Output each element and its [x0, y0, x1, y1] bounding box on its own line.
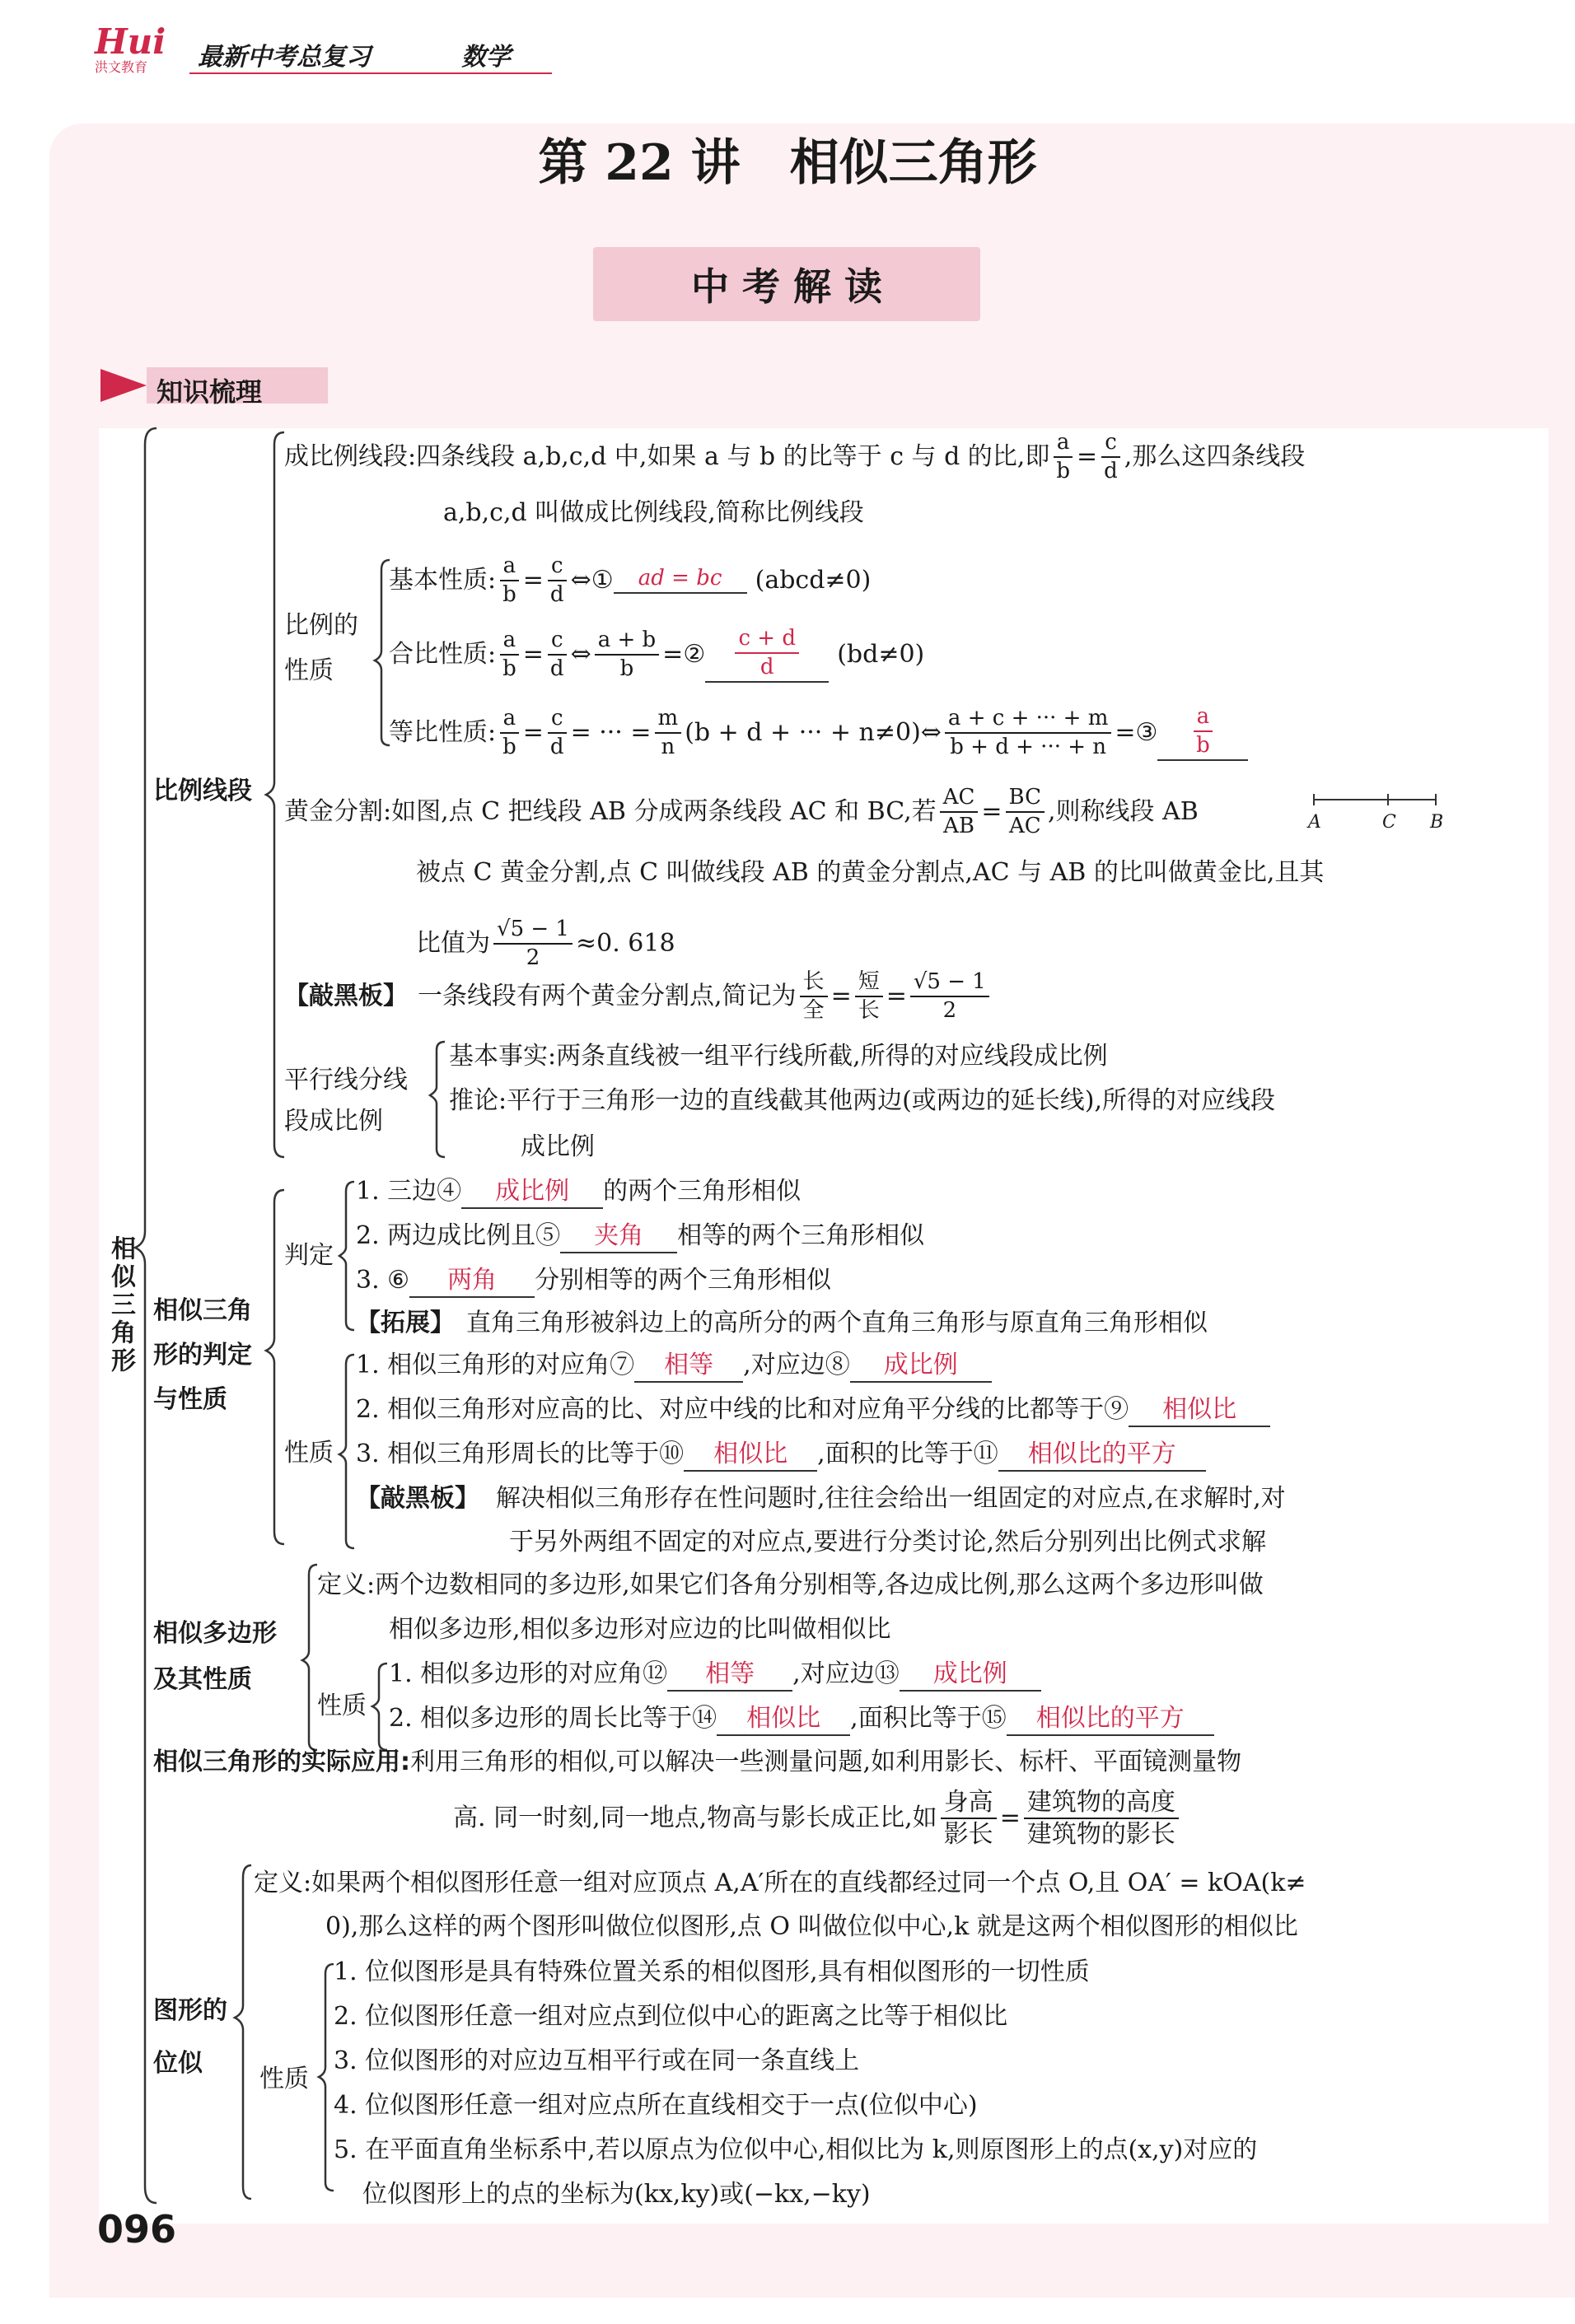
frac-num: a	[500, 707, 520, 734]
judge-1-post: 的两个三角形相似	[603, 1177, 802, 1206]
sim-tri-label	[153, 1289, 252, 1422]
golden-line1: 黄金分割:如图,点 C 把线段 AB 分成两条线段 AC 和 BC,若 $\frac{AC}{AB}$ = $\frac{BC}{AC}$ ,则称线段 AB	[284, 784, 1199, 838]
frac-den: d	[549, 735, 564, 759]
golden-frac-ac-ab	[940, 786, 979, 838]
sim-prop-3-pre: 3. 相似三角形周长的比等于⑩	[356, 1440, 685, 1468]
ratio-def-frac-cd	[1101, 431, 1121, 483]
frac-den: n	[661, 735, 675, 759]
answer-11: 相似比的平方	[998, 1442, 1206, 1472]
answer-13: 成比例	[900, 1662, 1041, 1692]
combine-condition: (bd≠0)	[837, 640, 925, 669]
sim-tip-2: 于另外两组不固定的对应点,要进行分类讨论,然后分别列出比例式求解	[509, 1528, 1267, 1556]
section-banner-text: 中 考 解 读	[690, 264, 883, 309]
header-series: 最新中考总复习	[198, 43, 371, 72]
brace-ratio	[266, 432, 284, 1157]
polygon-prop-label: 性质	[317, 1692, 367, 1720]
sim-tri-label-3: 与性质	[153, 1385, 227, 1414]
polygon-prop-1	[389, 1659, 1041, 1692]
frac-a-b	[499, 554, 520, 606]
brace-judge	[339, 1182, 354, 1330]
golden-text-2: ,则称线段 AB	[1048, 796, 1199, 826]
tip-frac-1	[800, 970, 828, 1022]
point-b: B	[1430, 812, 1444, 833]
sim-tip-tag: 【敲黑板】	[356, 1484, 479, 1513]
homothety-prop-5a: 5. 在平面直角坐标系中,若以原点为位似中心,相似比为 k,则原图形上的点(x,y)对应的	[334, 2135, 1258, 2164]
brace-ratio-props	[375, 560, 390, 745]
answer-7: 相等	[634, 1353, 743, 1383]
polygon-prop-2	[389, 1706, 1214, 1736]
polygon-prop-2-pre: 2. 相似多边形的周长比等于⑭	[389, 1704, 717, 1733]
frac-den: d	[759, 655, 774, 679]
frac-num: c	[1101, 431, 1120, 458]
judge-2-pre: 2. 两边成比例且⑤	[356, 1221, 561, 1250]
basic-property: 基本性质: $\frac{a}{b}$ = $\frac{c}{d}$ ⇔ ① ad = bc (abcd≠0)	[389, 553, 872, 607]
sim-tip	[356, 1486, 1286, 1511]
frac-m-n	[655, 707, 682, 758]
answer-2-wrap	[705, 627, 829, 682]
polygon-def-2: 相似多边形,相似多边形对应边的比叫做相似比	[389, 1615, 891, 1644]
polygon-prop-2-mid: ,面积比等于⑮	[850, 1704, 1007, 1733]
golden-line2: 被点 C 黄金分割,点 C 叫做线段 AB 的黄金分割点,AC 与 AB 的比叫做黄金比,且其	[416, 858, 1325, 887]
homothety-def-2: 0),那么这样的两个图形叫做位似图形,点 O 叫做位似中心,k 就是这两个相似图形的相似比	[325, 1912, 1298, 1941]
answer-12: 相等	[667, 1662, 792, 1692]
frac-c-d	[547, 628, 568, 680]
frac-den: 建筑物的影长	[1026, 1820, 1175, 1849]
application-label: 相似三角形的实际应用:	[153, 1748, 410, 1776]
answer-15: 相似比的平方	[1007, 1706, 1214, 1736]
answer-5: 夹角	[560, 1224, 677, 1253]
homothety-prop-2: 2. 位似图形任意一组对应点到位似中心的距离之比等于相似比	[334, 2002, 1008, 2031]
frac-den: b	[502, 735, 516, 759]
parallel-corollary-2: 成比例	[521, 1132, 595, 1161]
answer-6: 两角	[409, 1268, 535, 1298]
judge-3-post: 分别相等的两个三角形相似	[535, 1266, 832, 1295]
polygon-label	[153, 1611, 277, 1703]
blank-number-3: ③	[1135, 718, 1158, 747]
equal-condition: (b + d + ··· + n≠0)⇔	[685, 718, 942, 747]
golden-frac-bc-ac	[1006, 786, 1045, 838]
answer-9: 相似比	[1129, 1398, 1270, 1427]
homothety-label-2: 位似	[153, 2049, 203, 2078]
basic-condition: (abcd≠0)	[755, 566, 872, 595]
answer-3-wrap	[1157, 705, 1248, 760]
root-label: 相似三角形	[106, 1235, 135, 1375]
frac-sum	[945, 707, 1111, 758]
brace-homo-props	[319, 1964, 334, 2191]
frac-den: 2	[942, 997, 957, 1023]
point-c: C	[1382, 812, 1396, 833]
brace-sim-props	[339, 1355, 354, 1548]
logo-mark: Hui	[95, 21, 166, 62]
sim-tip-1: 解决相似三角形存在性问题时,往往会给出一组固定的对应点,在求解时,对	[496, 1484, 1286, 1513]
combine-property: 合比性质: $\frac{a}{b}$ = $\frac{c}{d}$ ⇔ $\frac{a + b}{b}$ = ② $\frac{c + d}{d}$ (bd≠0)	[389, 626, 925, 681]
answer-4: 成比例	[461, 1179, 603, 1209]
ratio-label: 比例线段	[153, 777, 252, 805]
frac-den: b	[502, 582, 516, 607]
ratio-def-line2: a,b,c,d 叫做成比例线段,简称比例线段	[443, 498, 864, 527]
frac-den: b	[619, 656, 634, 681]
sim-tri-label-1: 相似三角	[153, 1296, 252, 1325]
ratio-def-text: 成比例线段:四条线段 a,b,c,d 中,如果 a 与 b 的比等于 c 与 d 的比,即	[284, 442, 1050, 471]
header-subject: 数学	[461, 43, 511, 72]
judge-1	[356, 1179, 801, 1209]
sim-prop-1	[356, 1353, 992, 1383]
frac-num: a	[1194, 705, 1213, 732]
judge-2	[356, 1221, 925, 1253]
homothety-prop-3: 3. 位似图形的对应边互相平行或在同一条直线上	[334, 2046, 860, 2075]
judge-label: 判定	[284, 1241, 334, 1270]
segment-figure	[1308, 791, 1444, 840]
polygon-label-1: 相似多边形	[153, 1619, 277, 1648]
extension-tag: 【拓展】	[356, 1309, 455, 1337]
golden-tip: 【敲黑板】 一条线段有两个黄金分割点,简记为 $\frac{\text{长}}{\text{全}}$ = $\frac{\text{短}}{\text{长}}$ = $\frac{√5 - 1}{2}$	[284, 965, 993, 1027]
frac-num: c	[548, 628, 567, 656]
frac-den: d	[549, 656, 564, 681]
homothety-def-1: 定义:如果两个相似图形任意一组对应顶点 A,A′所在的直线都经过同一个点 O,且 OA′ = kOA(k≠	[254, 1869, 1306, 1897]
frac-num: 建筑物的高度	[1024, 1789, 1179, 1819]
frac-num: BC	[1006, 786, 1045, 813]
sim-prop-label: 性质	[284, 1439, 334, 1468]
parallel-label-1: 平行线分线	[284, 1066, 408, 1094]
frac-a-b	[499, 628, 520, 680]
brace-parallel	[430, 1042, 445, 1157]
answer-3	[1193, 705, 1213, 757]
frac-c-d	[547, 554, 568, 606]
tip-frac-3	[910, 970, 989, 1022]
brace-sim-tri	[266, 1190, 284, 1544]
extension	[356, 1311, 1208, 1336]
parallel-corollary-1: 推论:平行于三角形一边的直线截其他两边(或两边的延长线),所得的对应线段	[449, 1086, 1276, 1115]
ratio-def-line1: 成比例线段:四条线段 a,b,c,d 中,如果 a 与 b 的比等于 c 与 d 的比,即 $\frac{a}{b}$ = $\frac{c}{d}$ ,那么这四条线段	[284, 430, 1306, 483]
frac-num: c	[548, 554, 567, 581]
segment-tick-a	[1313, 794, 1315, 805]
golden-text-1: 黄金分割:如图,点 C 把线段 AB 分成两条线段 AC 和 BC,若	[284, 796, 937, 826]
segment-tick-b	[1435, 794, 1437, 805]
answer-14: 相似比	[717, 1706, 850, 1736]
equal-label: 等比性质:	[389, 718, 497, 747]
tip-tag: 【敲黑板】	[284, 981, 408, 1010]
frac-den: b + d + ··· + n	[950, 735, 1107, 759]
frac-num: m	[655, 707, 682, 734]
judge-3-pre: 3. ⑥	[356, 1266, 410, 1295]
frac-den: AC	[1008, 813, 1041, 838]
application-frac-1	[941, 1789, 997, 1848]
frac-den: 影长	[943, 1820, 993, 1849]
frac-den: d	[1104, 459, 1118, 483]
ratio-props-label-2: 性质	[284, 656, 334, 685]
answer-1: ad = bc	[614, 567, 747, 594]
polygon-prop-1-mid: ,对应边⑬	[792, 1659, 900, 1688]
golden-text-4: ≈0. 618	[575, 928, 675, 958]
frac-num: √5 − 1	[493, 917, 573, 945]
brace-polygon	[302, 1565, 317, 1750]
sim-prop-2	[356, 1395, 1270, 1427]
parallel-fact: 基本事实:两条直线被一组平行线所截,所得的对应线段成比例	[449, 1042, 1108, 1071]
point-a: A	[1308, 812, 1321, 833]
frac-num: a	[1054, 431, 1073, 458]
brace-poly-props	[372, 1664, 387, 1750]
sim-prop-3	[356, 1442, 1206, 1472]
application-text-1: 利用三角形的相似,可以解决一些测量问题,如利用影长、标杆、平面镜测量物	[410, 1748, 1242, 1776]
frac-num: c	[548, 707, 567, 734]
segment-line	[1313, 799, 1437, 800]
answer-8: 成比例	[850, 1353, 992, 1383]
parallel-label-2: 段成比例	[284, 1107, 383, 1136]
tip-text: 一条线段有两个黄金分割点,简记为	[418, 981, 797, 1010]
homothety-prop-1: 1. 位似图形是具有特殊位置关系的相似图形,具有相似图形的一切性质	[334, 1958, 1090, 1986]
homothety-prop-label: 性质	[259, 2065, 309, 2093]
frac-den: b	[1196, 733, 1210, 758]
frac-num: AC	[940, 786, 979, 813]
polygon-prop-1-pre: 1. 相似多边形的对应角⑫	[389, 1659, 668, 1688]
ratio-props-label-1: 比例的	[284, 611, 358, 640]
golden-text-3: 比值为	[416, 928, 490, 958]
frac-num: 长	[800, 970, 828, 997]
polygon-label-2: 及其性质	[153, 1665, 252, 1694]
frac-num: c + d	[735, 627, 799, 654]
golden-ratio-frac	[493, 917, 573, 969]
subsection-title: 知识梳理	[157, 376, 263, 408]
frac-den: 2	[526, 945, 540, 970]
blank-number-1: ①	[591, 566, 614, 595]
homothety-label-1: 图形的	[153, 1996, 227, 2025]
homothety-prop-5b: 位似图形上的点的坐标为(kx,ky)或(−kx,−ky)	[362, 2180, 871, 2209]
frac-num: √5 − 1	[910, 970, 989, 997]
sim-prop-2-pre: 2. 相似三角形对应高的比、对应中线的比和对应角平分线的比都等于⑨	[356, 1395, 1129, 1424]
sim-tri-label-2: 形的判定	[153, 1341, 252, 1370]
frac-c-d	[547, 707, 568, 758]
frac-num: a	[500, 628, 520, 656]
judge-1-pre: 1. 三边④	[356, 1177, 462, 1206]
frac-num: 身高	[941, 1789, 997, 1819]
brace-homothety	[235, 1865, 251, 2199]
sim-prop-3-mid: ,面积的比等于⑪	[817, 1440, 998, 1468]
frac-den: 全	[802, 997, 825, 1023]
logo-subtitle: 洪文教育	[95, 59, 148, 75]
page-title: 第 22 讲 相似三角形	[538, 134, 1037, 192]
frac-num: a + b	[595, 628, 659, 656]
extension-text: 直角三角形被斜边上的高所分的两个直角三角形与原直角三角形相似	[466, 1309, 1208, 1337]
frac-den: b	[1056, 459, 1070, 483]
application-text-2: 高. 同一时刻,同一地点,物高与影长成正比,如	[453, 1804, 937, 1832]
application-line2: 高. 同一时刻,同一地点,物高与影长成正比,如 $\frac{\text{身高}}{\text{影长}}$ = $\frac{\text{建筑物的高度}}{\text{建筑物的影长}}$	[453, 1785, 1182, 1851]
sim-prop-1-mid: ,对应边⑧	[743, 1351, 850, 1379]
answer-2	[735, 627, 799, 679]
frac-den: d	[549, 582, 564, 607]
basic-label: 基本性质:	[389, 566, 497, 595]
frac-den: 长	[858, 997, 880, 1023]
blank-number-2: ②	[683, 640, 706, 669]
judge-2-post: 相等的两个三角形相似	[677, 1221, 925, 1250]
segment-tick-c	[1387, 794, 1389, 805]
sim-prop-1-pre: 1. 相似三角形的对应角⑦	[356, 1351, 635, 1379]
equal-property: 等比性质: $\frac{a}{b}$ = $\frac{c}{d}$ = ··· = $\frac{m}{n}$ (b + d + ··· + n≠0)⇔ $\frac{a + c + \cdot\cdot\cdot + m}{b + d + \cdot\cdot\cdot + n}$ = ③ $\frac{a}{b}$	[389, 700, 1248, 766]
page-number: 096	[97, 2207, 177, 2252]
ratio-def-frac-ab	[1053, 431, 1073, 483]
frac-num: a	[500, 554, 520, 581]
frac-den: b	[502, 656, 516, 681]
tip-frac-2	[855, 970, 883, 1022]
frac-num: a + c + ··· + m	[945, 707, 1111, 734]
judge-3	[356, 1268, 831, 1298]
frac-den: AB	[943, 813, 974, 838]
ratio-def-text-2: ,那么这四条线段	[1124, 442, 1306, 471]
combine-label: 合比性质:	[389, 640, 497, 669]
frac-a-b	[499, 707, 520, 758]
frac-num: 短	[855, 970, 883, 997]
frac-a-plus-b	[595, 628, 659, 680]
application-line1	[153, 1750, 1241, 1775]
answer-10: 相似比	[684, 1442, 817, 1472]
homothety-prop-4: 4. 位似图形任意一组对应点所在直线相交于一点(位似中心)	[334, 2091, 978, 2120]
application-frac-2	[1024, 1789, 1179, 1848]
homothety-label	[153, 1985, 227, 2090]
polygon-def-1: 定义:两个边数相同的多边形,如果它们各角分别相等,各边成比例,那么这两个多边形叫做	[317, 1570, 1264, 1599]
